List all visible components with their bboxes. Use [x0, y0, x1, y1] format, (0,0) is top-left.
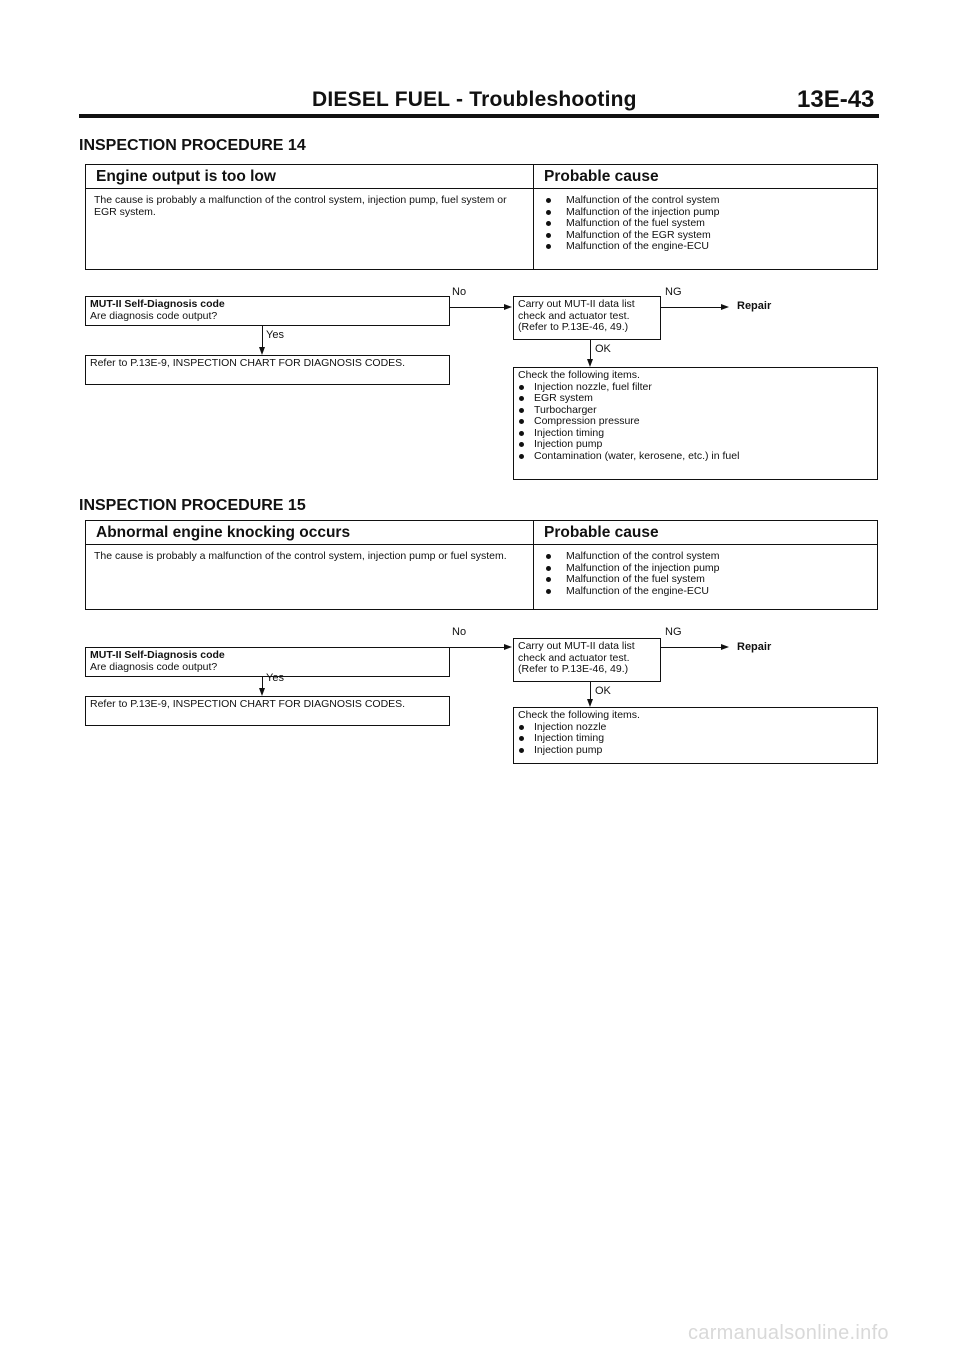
carry-out-line: Carry out MUT-II data list — [518, 298, 635, 310]
check-item: Contamination (water, kerosene, etc.) in fuel — [518, 451, 873, 463]
check-item: Injection nozzle — [518, 722, 873, 734]
symptom-description: The cause is probably a malfunction of the control system, injection pump, fuel system or EGR system. — [86, 189, 534, 269]
arrow-down-icon — [587, 359, 593, 367]
header-rule — [79, 114, 879, 118]
probable-cause-list — [534, 189, 730, 269]
site-watermark: carmanualsonline.info — [688, 1322, 889, 1344]
carry-out-test-box — [513, 638, 661, 682]
page-number: 13E-43 — [797, 86, 875, 113]
cause-item: Malfunction of the EGR system — [544, 230, 720, 242]
arrow-right-icon — [721, 304, 729, 310]
step-title: MUT-II Self-Diagnosis code — [90, 298, 225, 310]
yes-label: Yes — [266, 329, 284, 341]
cause-item: Malfunction of the control system — [544, 551, 720, 563]
cause-item: Malfunction of the injection pump — [544, 207, 720, 219]
ng-label: NG — [665, 626, 682, 638]
carry-out-line: Carry out MUT-II data list — [518, 640, 635, 652]
refer-diagnosis-chart-box — [85, 696, 450, 726]
check-item: Compression pressure — [518, 416, 873, 428]
cause-item: Malfunction of the control system — [544, 195, 720, 207]
check-item: Injection pump — [518, 439, 873, 451]
no-connector — [450, 307, 504, 308]
table-header-row — [86, 521, 877, 545]
table-header-row — [86, 165, 877, 189]
ok-label: OK — [595, 343, 611, 355]
refer-text: Refer to P.13E-9, INSPECTION CHART FOR DIAGNOSIS CODES. — [90, 357, 406, 369]
probable-cause-list — [534, 545, 730, 609]
ok-connector — [590, 340, 591, 359]
procedure-14-table — [85, 164, 878, 270]
step-question: Are diagnosis code output? — [90, 309, 218, 322]
yes-label: Yes — [266, 672, 284, 684]
arrow-right-icon — [504, 304, 512, 310]
check-title: Check the following items. — [518, 709, 640, 721]
procedure-14-title: INSPECTION PROCEDURE 14 — [79, 137, 306, 154]
carry-out-line: check and actuator test. — [518, 651, 630, 664]
procedure-15-table — [85, 520, 878, 610]
check-item: EGR system — [518, 393, 873, 405]
self-diagnosis-step — [85, 296, 450, 326]
repair-label: Repair — [737, 641, 772, 653]
check-items-box — [513, 707, 878, 764]
arrow-right-icon — [504, 644, 512, 650]
check-item: Injection timing — [518, 428, 873, 440]
check-title: Check the following items. — [518, 369, 640, 381]
carry-out-line: (Refer to P.13E-46, 49.) — [518, 321, 629, 333]
repair-label: Repair — [737, 300, 772, 312]
symptom-heading: Abnormal engine knocking occurs — [86, 521, 534, 544]
step-question: Are diagnosis code output? — [90, 660, 218, 673]
cause-item: Malfunction of the fuel system — [544, 218, 720, 230]
ok-connector — [590, 682, 591, 699]
carry-out-test-box — [513, 296, 661, 340]
probable-cause-heading: Probable cause — [544, 524, 659, 541]
cause-item: Malfunction of the engine-ECU — [544, 586, 720, 598]
cause-item: Malfunction of the injection pump — [544, 563, 720, 575]
step-title: MUT-II Self-Diagnosis code — [90, 649, 225, 661]
yes-connector — [262, 326, 263, 347]
symptom-heading: Engine output is too low — [86, 165, 534, 188]
check-item: Injection pump — [518, 745, 873, 757]
arrow-down-icon — [259, 688, 265, 696]
cause-item: Malfunction of the engine-ECU — [544, 241, 720, 253]
carry-out-line: check and actuator test. — [518, 309, 630, 322]
cause-item: Malfunction of the fuel system — [544, 574, 720, 586]
check-item: Injection nozzle, fuel filter — [518, 382, 873, 394]
no-label: No — [452, 286, 467, 298]
carry-out-line: (Refer to P.13E-46, 49.) — [518, 663, 629, 675]
no-connector — [450, 647, 504, 648]
refer-diagnosis-chart-box — [85, 355, 450, 385]
arrow-right-icon — [721, 644, 729, 650]
check-items-box — [513, 367, 878, 480]
no-label: No — [452, 626, 467, 638]
yes-connector — [262, 677, 263, 688]
page-header-title: DIESEL FUEL - Troubleshooting — [312, 88, 637, 111]
check-item: Turbocharger — [518, 405, 873, 417]
table-body-row — [86, 545, 877, 609]
arrow-down-icon — [587, 699, 593, 707]
procedure-15-title: INSPECTION PROCEDURE 15 — [79, 497, 306, 514]
ng-connector — [661, 307, 721, 308]
ok-label: OK — [595, 685, 611, 697]
probable-cause-heading: Probable cause — [544, 168, 659, 185]
ng-label: NG — [665, 286, 682, 298]
arrow-down-icon — [259, 347, 265, 355]
check-item: Injection timing — [518, 733, 873, 745]
ng-connector — [661, 647, 721, 648]
symptom-description: The cause is probably a malfunction of the control system, injection pump or fuel system. — [86, 545, 534, 609]
refer-text: Refer to P.13E-9, INSPECTION CHART FOR DIAGNOSIS CODES. — [90, 698, 406, 710]
table-body-row — [86, 189, 877, 269]
